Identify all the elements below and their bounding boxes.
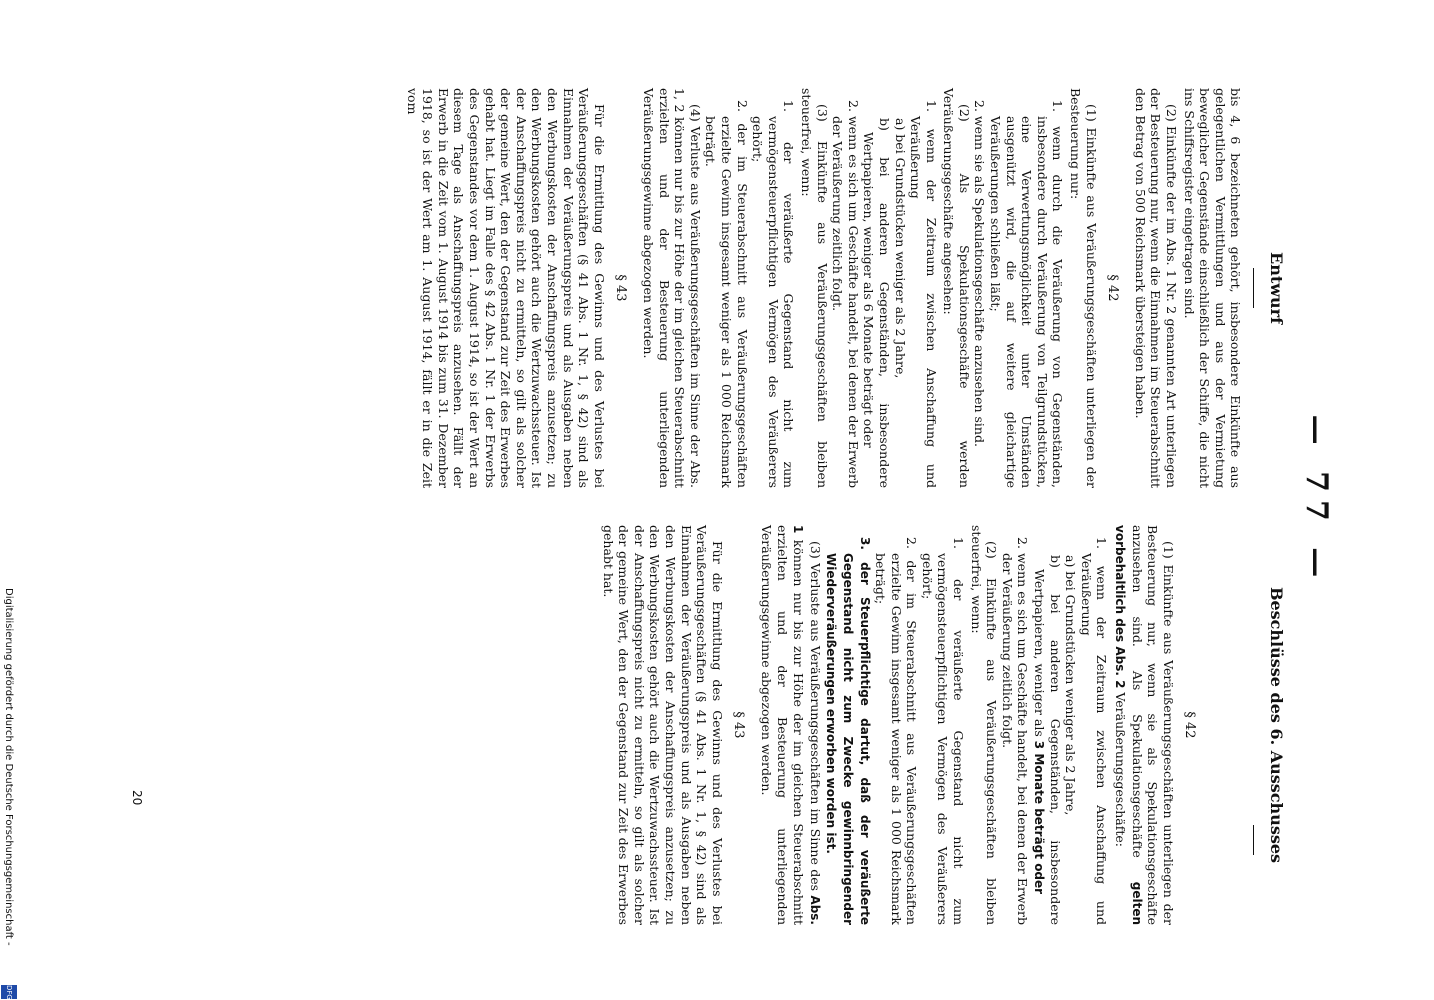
amended-text: 3. der Steuerpflichtige dartut, daß der veräußerte Gegenstand nicht zum Zwecke gewinnbringender Wiederveräußerungen erworben worden ist. <box>824 537 872 925</box>
section-heading-43: § 43 <box>731 711 747 739</box>
section-heading-42: § 42 <box>1182 711 1198 739</box>
text-run: b) bei anderen Gegenständen, insbesondere Wertpapieren, weniger als <box>1032 555 1063 925</box>
paragraph: (1) Einkünfte aus Veräußerungsgeschäften unterliegen der Besteuerung nur: <box>1068 88 1099 488</box>
list-item: 2. der im Steuerabschnitt aus Veräußerungsgeschäften erzielte Gewinn insgesamt weniger als 1 000 Reichsmark beträgt; <box>873 537 920 925</box>
list-item <box>823 525 873 925</box>
sub-list-item: b) bei anderen Gegenständen, insbesondere Wertpapieren, weniger als 6 Monate beträgt oder <box>861 118 892 488</box>
list-item: 2. wenn sie als Spekulationsgeschäfte anzusehen sind. <box>972 100 988 447</box>
digitization-credit: Digitalisierung gefördert durch die Deutsche Forschungsgemeinschaft - <box>3 588 14 946</box>
list-item: 2. wenn es sich um Geschäfte handelt, bei denen der Erwerb der Veräußerung zeitlich folgt. <box>999 537 1031 925</box>
list-item: 1. wenn der Zeitraum zwischen Anschaffung und Veräußerung <box>908 100 939 488</box>
text-run: (1) Einkünfte aus Veräußerungsgeschäften unterliegen der Besteuerung nur, wenn sie als Spekulationsgeschäfte anzusehen sind. Als Spekulationsgeschäfte <box>1129 525 1176 925</box>
amended-text: 3 Monate beträgt oder <box>1032 740 1047 895</box>
amended-text: gelten vorbehaltlich des Abs. 2 <box>1113 525 1144 925</box>
paragraph <box>758 525 822 925</box>
list-item: 1. der veräußerte Gegenstand nicht zum vermögensteuerpflichtigen Vermögen des Veräußerers gehört; <box>750 100 797 488</box>
list-item: 1. wenn durch die Veräußerung von Gegenständen, insbesondere durch Veräußerung von Teilgrundstücken, eine Verwertungsmöglichkeit unter Umständen ausgenützt wird, die auf weitere gleichartige Veräußerungen schließen läßt; <box>988 100 1066 488</box>
column-heading-entwurf: Entwurf <box>1267 252 1286 324</box>
sheet-number: 20 <box>130 790 144 806</box>
list-item: 1. der veräußerte Gegenstand nicht zum vermögensteuerpflichtigen Vermögen des Veräußerers gehört; <box>919 537 967 925</box>
heading-underline <box>1253 825 1254 855</box>
list-item: 1. wenn der Zeitraum zwischen Anschaffung und Veräußerung <box>1078 537 1110 925</box>
list-item: 2. wenn es sich um Geschäfte handelt, bei denen der Erwerb der Veräußerung zeitlich folgt. <box>830 100 861 488</box>
text-run: können nur bis zur Höhe der im gleichen Steuerabschnitt erzielten und der Besteuerung unterliegenden Veräußerungsgewinne abgezogen werden. <box>758 525 807 925</box>
paragraph: (2) Einkünfte der im Abs. 1 Nr. 2 genannten Art unterliegen der Besteuerung nur, wenn die Einnahmen im Steuerabschnitt den Betrag von 500 Reichsmark übersteigen haben. <box>1132 88 1180 488</box>
paragraph: (4) Verluste aus Veräußerungsgeschäften im Sinne der Abs. 1, 2 können nur bis zur Höhe der im gleichen Steuerabschnitt erzielten und der Besteuerung unterliegenden Veräußerungsgewinne abgezogen werden. <box>641 88 703 488</box>
heading-underline <box>1253 268 1254 308</box>
sub-list-item: a) bei Grundstücken weniger als 2 Jahre, <box>892 118 908 379</box>
paragraph: (2) Als Spekulationsgeschäfte werden Veräußerungsgeschäfte angesehen: <box>941 88 972 488</box>
page-number: — 77 — <box>1299 414 1334 586</box>
paragraph: (3) Einkünfte aus Veräußerungsgeschäften bleiben steuerfrei, wenn: <box>798 88 830 488</box>
paragraph: bis 4, 6 bezeichneten gehört, insbesondere Einkünfte aus gelegentlichen Vermittlungen und aus der Vermietung beweglicher Gegenstände einschließlich der Schiffe, die nicht ins Schiffsregister eingetragen sind. <box>1181 88 1244 488</box>
list-item: 2. der im Steuerabschnitt aus Veräußerungsgeschäften erzielte Gewinn insgesamt weniger als 1 000 Reichsmark beträgt. <box>703 100 750 488</box>
column-heading-beschluesse: Beschlüsse des 6. Ausschusses <box>1267 586 1286 864</box>
paragraph: Für die Ermittlung des Gewinns und des Verlustes bei Veräußerungsgeschäften (§ 41 Abs. 1 Nr. 1, § 42) sind als Einnahmen der Veräußerungspreis und als Ausgaben neben den Werbungskosten der Anschaffungspreis anzusetzen; zu den Werbungskosten gehört auch die Wertzuwachssteuer. Ist der Anschaffungspreis nicht zu ermitteln, so gilt als solcher der gemeine Wert, den der Gegenstand zur Zeit des Erwerbes gehabt hat. <box>600 525 725 925</box>
text-run: (3) Verluste aus Veräußerungsgeschäften im Sinne des <box>807 541 823 892</box>
section-heading-43: § 43 <box>613 274 629 302</box>
column-beschluesse <box>598 525 1284 925</box>
section-heading-42: § 42 <box>1105 274 1121 302</box>
paragraph: Für die Ermittlung des Gewinns und des Verlustes bei Veräußerungsgeschäften (§ 41 Abs. 1 Nr. 1, § 42) sind als Einnahmen der Veräußerungspreis und als Ausgaben neben den Werbungskosten der Anschaffungspreis anzusetzen; zu den Werbungskosten gehört auch die Wertzuwachssteuer. Ist der Anschaffungspreis nicht zu ermitteln, so gilt als solcher der gemeine Wert, den der Gegenstand zur Zeit des Erwerbes gehabt hat. Liegt im Falle des § 42 Abs. 1 Nr. 1 der Erwerbs des Gegenstandes vor dem 1. August 1914, so ist der Wert an diesem Tage als Anschaffungspreis anzusehen. Fällt der Erwerb in die Zeit vom 1. August 1914 bis zum 31. Dezember 1918, so ist der Wert am 1. August 1914, fällt er in die Zeit vom <box>404 88 607 488</box>
column-entwurf <box>402 88 1284 488</box>
paragraph <box>1111 525 1175 925</box>
amended-text: Abs. 1 <box>791 525 822 925</box>
text-run: Veräußerungsgeschäfte: <box>1113 692 1129 847</box>
paragraph: (2) Einkünfte aus Veräußerungsgeschäften bleiben steuerfrei, wenn: <box>968 525 1000 925</box>
sub-list-item: a) bei Grundstücken weniger als 2 Jahre, <box>1063 555 1079 816</box>
dfg-logo: DFG <box>1 985 17 999</box>
sub-list-item <box>1030 525 1062 925</box>
